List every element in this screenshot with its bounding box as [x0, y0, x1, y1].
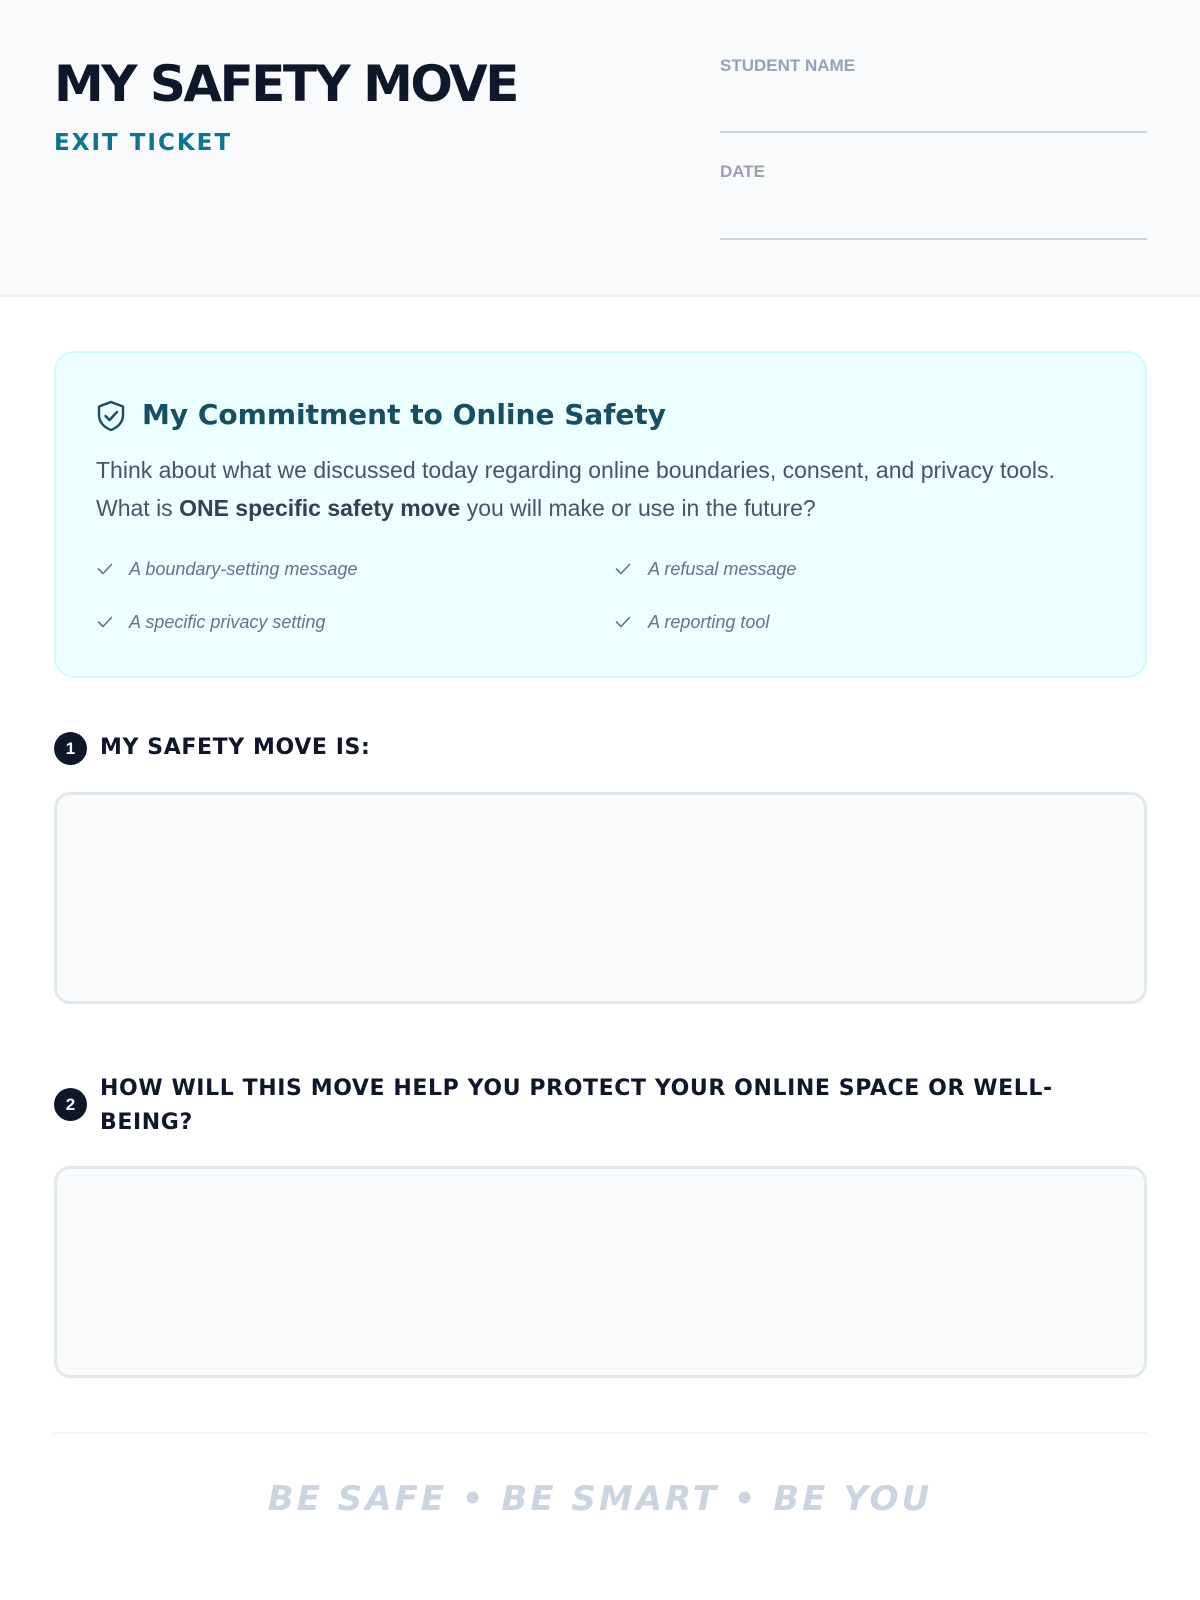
option-boundary-message: A boundary-setting message [129, 559, 358, 579]
check-icon [615, 616, 631, 628]
shield-check-icon [96, 400, 126, 432]
answer-box-2[interactable] [54, 1166, 1147, 1378]
check-icon [97, 563, 113, 575]
footer-motto: BE SAFE • BE SMART • BE YOU [267, 1479, 933, 1519]
question-1-text: MY SAFETY MOVE IS: [100, 735, 371, 760]
card-instructions-emphasis: ONE specific safety move [179, 495, 461, 521]
card-instructions [96, 451, 1106, 527]
question-1-number: 1 [54, 732, 87, 765]
option-privacy-setting: A specific privacy setting [129, 612, 326, 632]
page-subtitle: EXIT TICKET [54, 130, 233, 156]
student-name-field[interactable] [720, 131, 1147, 133]
check-icon [615, 563, 631, 575]
check-icon [97, 616, 113, 628]
option-reporting-tool: A reporting tool [648, 612, 770, 632]
date-label: DATE [720, 162, 766, 181]
card-title: My Commitment to Online Safety [142, 398, 667, 431]
card-instructions-end: you will make or use in the future? [460, 495, 816, 521]
card-instructions-text: Think about what we discussed today regarding online boundaries, consent, and privacy tools. What is [96, 457, 1055, 521]
date-field[interactable] [720, 238, 1147, 240]
page-title: MY SAFETY MOVE [54, 55, 517, 113]
footer-divider [54, 1432, 1147, 1434]
option-refusal-message: A refusal message [648, 559, 797, 579]
question-2-number: 2 [54, 1088, 87, 1121]
student-name-label: STUDENT NAME [720, 56, 856, 75]
answer-box-1[interactable] [54, 792, 1147, 1004]
question-2-text: HOW WILL THIS MOVE HELP YOU PROTECT YOUR ONLINE SPACE OR WELL-BEING? [100, 1076, 1053, 1135]
